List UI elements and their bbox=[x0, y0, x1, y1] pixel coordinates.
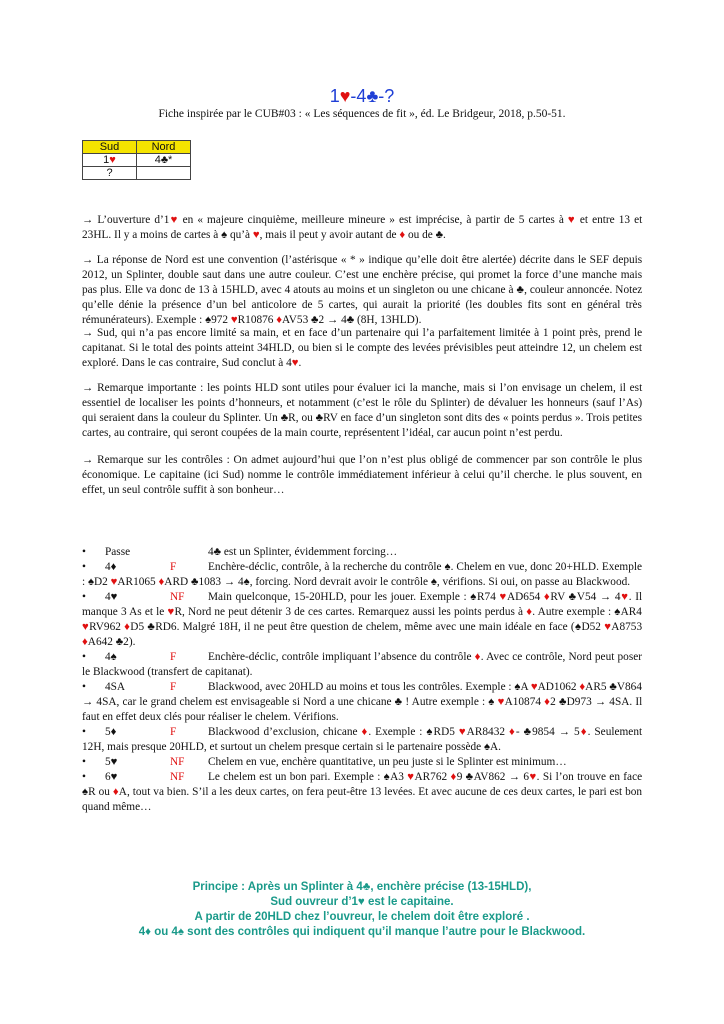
list-item: • 4♠ F Enchère-déclic, contrôle impliquant l’absence du contrôle ♦. Avec ce contrôle, Nord peut poser le Blackwood (transfert de capitanat). bbox=[82, 651, 643, 678]
principle-box bbox=[0, 880, 724, 940]
col-sud: Sud bbox=[83, 141, 137, 154]
bidding-table bbox=[82, 140, 191, 180]
col-nord: Nord bbox=[137, 141, 191, 154]
paragraph-5: → Remarque sur les contrôles : On admet aujourd’hui que l’on n’est plus obligé de commencer par son contrôle le plus économique. Le capitaine (ici Sud) nomme le contrôle immédiatement inférieur à celui qu’il cherche. le plus souvent, en effet, un seul contrôle suffit à son bonheur… bbox=[82, 454, 643, 496]
paragraph-4: → Remarque importante : les points HLD sont utiles pour évaluer ici la manche, mais si l’on envisage un chelem, il est essentiel de localiser les points d’honneurs, et notamment (c’est le rôle du Splinter) de dévaluer les honneurs (sauf l’As) qui seraient dans la couleur du Splinter. Un ♣R, ou ♣RV en face d’un singleton sont dits des « points perdus ». Trois petites cartes, au contraire, qui seront coupées de la main courte, représentent l’idéal, car aucun point n’est perdu. bbox=[82, 382, 643, 439]
principle-line-4: 4♦ ou 4♠ sont des contrôles qui indiquent qu’il manque l’autre pour le Blackwood. bbox=[138, 926, 586, 938]
bid-sud-2: ? bbox=[83, 167, 137, 180]
list-item: • 5♥ NF Chelem en vue, enchère quantitative, un peu juste si le Splinter est minimum… bbox=[82, 756, 567, 768]
bid-nord-2 bbox=[137, 167, 191, 180]
list-item: • 4♦ F Enchère-déclic, contrôle, à la recherche du contrôle ♠. Chelem en vue, donc 20+HLD. Exemple : ♠D2 ♥AR1065 ♦ARD ♣1083 → 4♠, forcing. Nord devrait avoir le contrôle ♠, vérifions. Si oui, on passe au Blackwood. bbox=[82, 561, 643, 588]
principle-line-2: Sud ouvreur d’1♥ est le capitaine. bbox=[270, 896, 454, 908]
list-item: • 4♥ NF Main quelconque, 15-20HLD, pour les jouer. Exemple : ♠R74 ♥AD654 ♦RV ♣V54 → 4♥. Il manque 3 As et le ♥R, Nord ne peut détenir 3 de ces cartes. Remarquez aussi les points perdus à ♦. Autre exemple : ♠AR4 ♥RV962 ♦D5 ♣RD6. Malgré 18H, il ne peut être question de chelem, même avec une main idéale en face (♠D52 ♥A8753 ♦A642 ♣2). bbox=[82, 591, 643, 648]
list-item: • 5♦ F Blackwood d’exclusion, chicane ♦. Exemple : ♠RD5 ♥AR8432 ♦- ♣9854 → 5♦. Seulement 12H, mais presque 20HLD, et surtout un chelem presque certain si le partenaire possède ♠A. bbox=[82, 726, 643, 753]
principle-line-1: Principe : Après un Splinter à 4♣, enchère précise (13-15HLD), bbox=[192, 881, 532, 893]
paragraph-2: → La réponse de Nord est une convention (l’astérisque « * » indique qu’elle doit être alertée) décrite dans le SEF depuis 2012, un Splinter, double saut dans une autre couleur. C’est une enchère précise, qui promet la force d’une manche mais pas plus. Elle va donc de 13 à 15HLD, avec 4 atouts au moins et un singleton ou une chicane à ♣, couleur annoncée. Notez qu’elle dénie la présence d’un bel anticolore de 5 cartes, qui aurait la priorité (les doubles fits sont en général très rémunérateurs). Exemple : ♠972 ♥R10876 ♦AV53 ♣2 → 4♣ (8H, 13HLD). bbox=[82, 254, 643, 326]
page-title: 1♥-4♣-? bbox=[329, 86, 395, 106]
principle-line-3: A partir de 20HLD chez l’ouvreur, le chelem doit être exploré . bbox=[194, 911, 530, 923]
list-item: • 6♥ NF Le chelem est un bon pari. Exemple : ♠A3 ♥AR762 ♦9 ♣AV862 → 6♥. Si l’on trouve en face ♠R ou ♦A, tout va bien. S’il a les deux cartes, on fera peut-être 13 levées. Et avec aucune de ces deux cartes, le pari est bon quand même… bbox=[82, 771, 643, 813]
paragraph-3: → Sud, qui n’a pas encore limité sa main, et en face d’un partenaire qui l’a parfaitement limitée à 1 point près, prend le capitanat. Si le total des points atteint 34HLD, ou bien si le compte des levées prévisibles peut atteindre 12, un chelem est exploré. Dans le cas contraire, Sud conclut à 4♥. bbox=[82, 327, 643, 369]
bid-nord-1: 4♣* bbox=[137, 154, 191, 167]
list-item: • Passe 4♣ est un Splinter, évidemment forcing… bbox=[82, 546, 398, 558]
subtitle: Fiche inspirée par le CUB#03 : « Les séquences de fit », éd. Le Bridgeur, 2018, p.50-51. bbox=[158, 108, 566, 120]
list-item: • 4SA F Blackwood, avec 20HLD au moins et tous les contrôles. Exemple : ♠A ♥AD1062 ♦AR5 ♣V864 → 4SA, car le grand chelem est envisageable si Nord a une chicane ♣ ! Autre exemple : ♠ ♥A10874 ♦2 ♣D973 → 4SA. Il faut en effet deux clés pour réaliser le chelem. Vérifions. bbox=[82, 681, 643, 723]
paragraph-1: → L’ouverture d’1♥ en « majeure cinquième, meilleure mineure » est imprécise, à partir de 5 cartes à ♥ et entre 13 et 23HL. Il y a moins de cartes à ♠ qu’à ♥, mais il peut y avoir autant de ♦ ou de ♣. bbox=[82, 214, 643, 241]
bid-list bbox=[82, 545, 642, 815]
bid-sud-1: 1♥ bbox=[83, 154, 137, 167]
